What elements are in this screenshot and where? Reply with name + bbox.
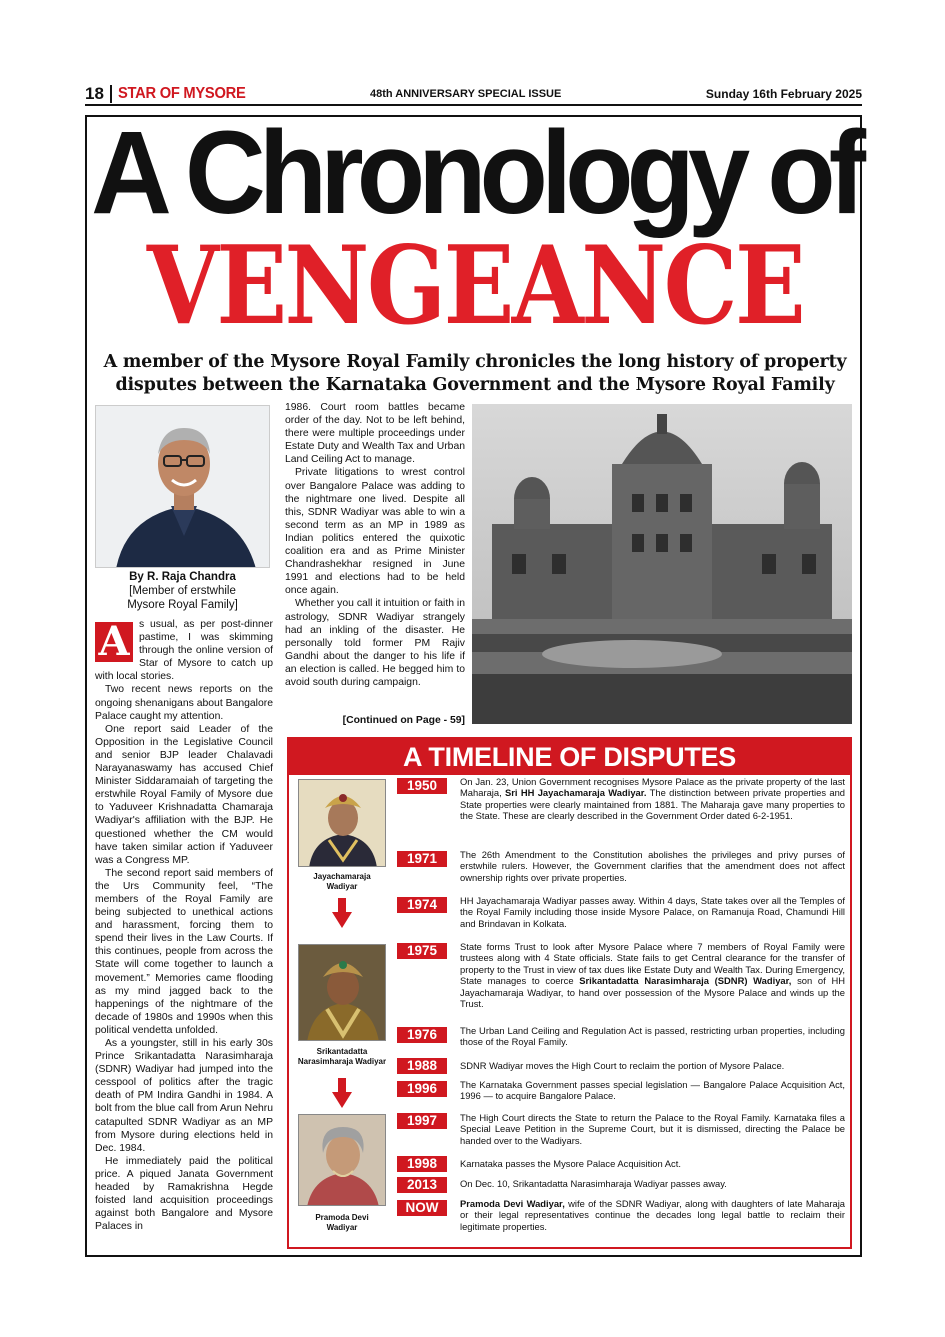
issue-date: Sunday 16th February 2025 (705, 87, 862, 101)
page-header (85, 84, 862, 106)
portrait-caption-2 (287, 1047, 397, 1067)
portrait-jayachamaraja (298, 779, 386, 867)
entry-text: On Dec. 10, Srikantadatta Narasimharaja Wadiyar passes away. (460, 1178, 727, 1189)
entry-text-post: son of HH Jayachamaraja Wadiyar, to hand over possession of the Mysore Palace and winds up the Trust. (460, 975, 845, 1010)
paragraph-m2: Private litigations to wrest control over Bangalore Palace was adding to the nightmare one lived. Despite all this, SDNR Wadiyar was able to win a second term as an MP in 1989 as Indian politics entered the quixotic coalition era and as Prime Minister Chandrashekhar resigned in June 1991 and elections had to be held once again. (285, 467, 465, 597)
year-badge: 2013 (397, 1177, 447, 1193)
timeline-entry (460, 849, 845, 883)
entry-text: SDNR Wadiyar moves the High Court to reclaim the portion of Mysore Palace. (460, 1060, 785, 1071)
portrait-caption-1 (287, 872, 397, 892)
page-number: 18 (85, 85, 112, 103)
arrow-down-icon (332, 1078, 352, 1108)
author-photo (95, 405, 270, 568)
year-badge: 1998 (397, 1156, 447, 1172)
portrait-caption-1-line1: Jayachamaraja (313, 872, 371, 881)
entry-text-post: The distinction between private properties and State properties were clearly maintained from 1881. The Maharaja gave many properties to the State. These are clearly described in the Government Order dated 6-2-1951. (460, 787, 846, 822)
arrow-down-icon (332, 898, 352, 928)
timeline-entry (460, 1158, 845, 1169)
portrait-caption-3-line2: Wadiyar (326, 1223, 358, 1232)
timeline-entry (460, 1025, 845, 1048)
timeline-entry (460, 1178, 845, 1189)
entry-bold: Sri HH Jayachamaraja Wadiyar. (505, 787, 647, 799)
entry-text: The Karnataka Government passes special legislation — Bangalore Palace Acquisition Act, 1996 — to acquire Bangalore Palace. (460, 1079, 845, 1102)
issue-label: 48th ANNIVERSARY SPECIAL ISSUE (370, 88, 562, 100)
portrait-caption-3-line1: Pramoda Devi (315, 1213, 369, 1222)
paragraph-m1: 1986. Court room battles became order of the day. Not to be left behind, there were multiple proceedings under Estate Duty and Wealth Tax and Urban Land Ceiling Act to manage. (285, 402, 465, 466)
entry-text: State forms Trust to look after Mysore Palace where 7 members of Royal Family were trustees along with 4 State officials. State fails to get Central clearance for the transfer of property to the Trust in view of tax dues like Estate Duty and Wealth Tax. During Emergency, State manages to coerce (460, 941, 845, 987)
year-badge: 1971 (397, 851, 447, 867)
year-badge: 1975 (397, 943, 447, 959)
entry-bold: Srikantadatta Narasimharaja (SDNR) Wadiyar, (579, 975, 792, 987)
paragraph-6: He immediately paid the political price. A piqued Janata Government headed by Ramakrishna Hegde foisted land acquisition proceedings against both Bangalore and Mysore Palaces in (95, 1155, 273, 1233)
author-role-2: Mysore Royal Family] (127, 599, 238, 611)
author-name: By R. Raja Chandra (129, 571, 236, 583)
dropcap: A (95, 622, 133, 662)
year-badge: 1988 (397, 1058, 447, 1074)
portrait-caption-2-line1: Srikantadatta (316, 1047, 368, 1056)
year-badge: 1974 (397, 897, 447, 913)
timeline-title: A TIMELINE OF DISPUTES (289, 739, 850, 775)
year-badge: 1950 (397, 778, 447, 794)
entry-text: On Jan. 23, Union Government recognises Mysore Palace as the private property of the last Maharaja, (460, 776, 845, 799)
paragraph-m3: Whether you call it intuition or faith in astrology, SDNR Wadiyar strangely had an inkling of the disaster. He personally told former PM Rajiv Gandhi about the danger to his life if an election is called. He begged him to avoid south during campaign. (285, 598, 465, 688)
entry-text: The 26th Amendment to the Constitution abolishes the privileges and privy purses of erstwhile rulers. However, the Government clarifies that the amendment does not affect ownership rights over private properties. (460, 849, 845, 883)
continued-link: [Continued on Page - 59] (342, 715, 465, 726)
year-badge: 1996 (397, 1081, 447, 1097)
entry-text: The High Court directs the State to return the Palace to the Royal Family. Karnataka files a Special Leave Petition in the Supreme Court, but it is dismissed, directing the Palace be handed over to the Wadiyars. (460, 1112, 845, 1146)
paragraph-1: s usual, as per post-dinner pastime, I was skimming through the online version of Star of Mysore to catch up with local stories. (95, 619, 273, 683)
entry-bold: Pramoda Devi Wadiyar, (460, 1198, 565, 1209)
headline-line1: A Chronology of (90, 106, 860, 239)
paragraph-4: The second report said members of the Urs Community feel, “The members of the Royal Family are being subjected to unethical actions and harassment, forcing them to spend their lives in the Law Courts. If this continues, people from across the State will come together to launch a movement.” Memories came flooding as my mind jagged back to the happenings of the nightmare of the decade of 1980s and 1990s when this political vendetta unfolded. (95, 867, 273, 1036)
headline-line2: VENGEANCE (146, 223, 804, 349)
timeline-entry (460, 776, 845, 822)
portrait-srikantadatta (298, 944, 386, 1041)
paragraph-3: One report said Leader of the Opposition in the Legislative Council and senior BJP leader Chalavadi Narayanaswamy has accused Chief Minister Siddaramaiah of targeting the erstwhile Royal Family of Mysore due to Yaduveer Krishnadatta Chamaraja Wadiyar's affiliation with the BJP. He questioned whether the CM would have taken similar action if Yaduveer was a Congress MP. (95, 723, 273, 866)
year-badge: 1976 (397, 1027, 447, 1043)
palace-photo (472, 404, 852, 724)
entry-text-post: wife of the SDNR Wadiyar, along with daughters of late Maharaja or their legal representatives continue the decades long legal battle to reclaim their legitimate properties. (460, 1198, 845, 1232)
timeline-entry (460, 895, 845, 929)
portrait-caption-2-line2: Narasimharaja Wadiyar (297, 1057, 387, 1066)
masthead-brand: STAR OF MYSORE (117, 85, 246, 102)
year-badge: 1997 (397, 1113, 447, 1129)
timeline-entry (460, 1079, 845, 1102)
timeline-entry (460, 1060, 845, 1071)
timeline-entry (460, 1112, 845, 1146)
timeline-entry (460, 941, 845, 1009)
entry-text: The Urban Land Ceiling and Regulation Act is passed, restricting urban properties, including those of the Royal Family. (460, 1025, 845, 1048)
portrait-pramoda-devi (298, 1114, 386, 1206)
paragraph-5: As a youngster, still in his early 30s Prince Srikantadatta Narasimharaja (SDNR) Wadiyar had jumped into the cesspool of politics after the tragic death of PM Indira Gandhi in 1984. A bolt from the blue call from Arun Nehru catapulted SDNR Wadiyar as an MP from Mysore during elections held in Dec. 1984. (95, 1038, 273, 1154)
article-body-middle (285, 401, 465, 689)
byline (95, 570, 270, 612)
headline-subtitle: A member of the Mysore Royal Family chronicles the long history of property disputes between the Karnataka Government and the Mysore Royal Family (103, 352, 847, 395)
entry-text: Karnataka passes the Mysore Palace Acquisition Act. (460, 1158, 681, 1169)
portrait-caption-3 (287, 1213, 397, 1233)
portrait-caption-1-line2: Wadiyar (326, 882, 358, 891)
entry-text: HH Jayachamaraja Wadiyar passes away. Within 4 days, State takes over all the Temples of the Royal Family including those inside Mysore Palace, on Ramanuja Road, Chamundi Hill and Brindavan in Kolkata. (460, 895, 845, 929)
timeline-entry (460, 1198, 845, 1232)
article-body-left (95, 618, 273, 1250)
year-badge: NOW (397, 1200, 447, 1216)
paragraph-2: Two recent news reports on the ongoing shenanigans about Bangalore Palace caught my attention. (95, 684, 273, 722)
author-role-1: [Member of erstwhile (129, 585, 236, 597)
